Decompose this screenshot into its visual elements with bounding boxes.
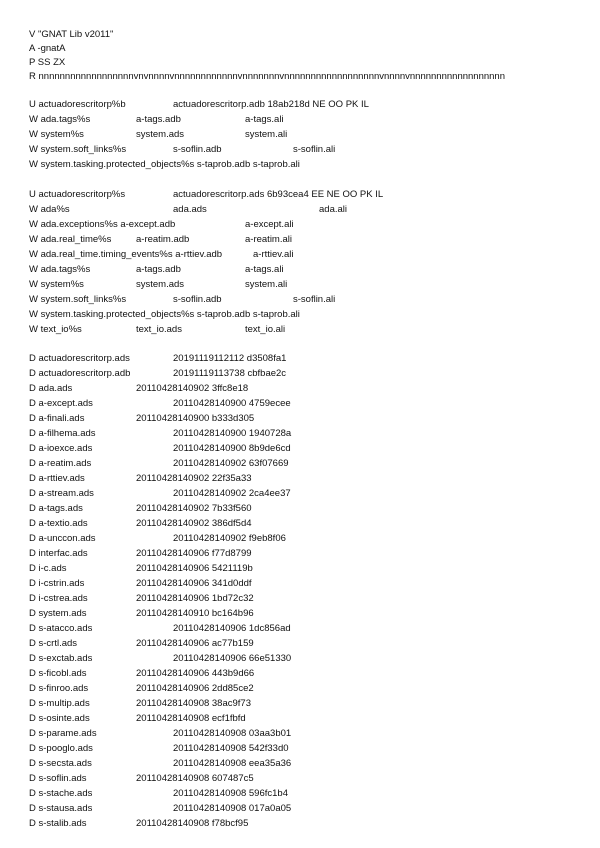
with-line [29,294,599,306]
dep-file: D a-stream.ads [29,488,94,499]
dep-line [29,773,599,785]
with-unit: W ada.real_time%s [29,234,112,245]
dep-file: D interfac.ads [29,548,88,559]
dep-line [29,788,599,800]
with-unit: W ada.real_time.timing_events%s a-rttiev.adb [29,249,223,260]
header-restrictions-line [29,71,599,83]
restrictions-text: R nnnnnnnnnnnnnnnnnnvnvnnnnvnnnnnnnnnnnnvnnnnnnnvnnnnnnnnnnnnnnnnnnvnnnnvnnnnnnnnnnnnnnnnnn [29,71,505,82]
unit-line [29,189,599,201]
with-line [29,159,599,171]
dep-line [29,353,599,365]
dep-line [29,368,599,380]
dep-file: D s-pooglo.ads [29,743,93,754]
dep-stamp: 20110428140906 1bd72c32 [136,593,254,604]
dep-line [29,818,599,830]
with-ali: s-soflin.ali [293,144,336,155]
with-line [29,204,599,216]
with-unit: W system.soft_links%s [29,294,127,305]
dep-file: D system.ads [29,608,87,619]
dep-file: D s-exctab.ads [29,653,93,664]
dep-line [29,803,599,815]
with-unit: W system.tasking.protected_objects%s s-taprob.adb s-taprob.ali [29,159,300,170]
dep-line [29,488,599,500]
dep-file: D a-tags.ads [29,503,83,514]
with-unit: W text_io%s [29,324,82,335]
dep-line [29,413,599,425]
with-ali: ada.ali [319,204,347,215]
dep-file: D i-cstrea.ads [29,593,88,604]
dep-file: D a-rttiev.ads [29,473,85,484]
dep-file: D s-stalib.ads [29,818,87,829]
dep-line [29,608,599,620]
dep-file: D ada.ads [29,383,73,394]
with-ali: a-except.ali [245,219,294,230]
dep-line [29,383,599,395]
dep-file: D i-cstrin.ads [29,578,85,589]
dep-stamp: 20110428140906 f77d8799 [136,548,252,559]
dep-stamp: 20110428140908 017a0a05 [173,803,292,814]
with-unit: W system.soft_links%s [29,144,127,155]
with-ali: a-tags.ali [245,114,284,125]
with-source: text_io.ads [136,324,182,335]
unit-line [29,99,599,111]
dep-line [29,398,599,410]
unit-file-info: actuadorescritorp.ads 6b93cea4 EE NE OO PK IL [173,189,384,200]
dep-stamp: 20110428140906 2dd85ce2 [136,683,254,694]
with-line [29,219,599,231]
dep-file: D s-secsta.ads [29,758,92,769]
unit-name: U actuadorescritorp%b [29,99,126,110]
args-text: A -gnatA [29,43,66,54]
with-unit: W ada%s [29,204,70,215]
with-ali: system.ali [245,129,288,140]
dep-line [29,623,599,635]
dep-line [29,428,599,440]
dep-line [29,743,599,755]
with-source: a-reatim.adb [136,234,190,245]
dep-file: D a-unccon.ads [29,533,96,544]
with-unit: W system%s [29,279,84,290]
dep-line [29,578,599,590]
unit-file-info: actuadorescritorp.adb 18ab218d NE OO PK IL [173,99,369,110]
header-version-line [29,29,599,41]
dep-stamp: 20191119112112 d3508fa1 [173,353,287,364]
with-ali: system.ali [245,279,288,290]
with-source: a-tags.adb [136,114,181,125]
dep-line [29,473,599,485]
dep-stamp: 20110428140908 eea35a36 [173,758,292,769]
with-line [29,249,599,261]
dep-stamp: 20110428140902 2ca4ee37 [173,488,291,499]
dep-file: D a-reatim.ads [29,458,92,469]
dep-line [29,533,599,545]
unit-name: U actuadorescritorp%s [29,189,126,200]
dep-line [29,443,599,455]
dep-stamp: 20110428140900 8b9de6cd [173,443,291,454]
dep-stamp: 20110428140906 5421119b [136,563,253,574]
header-args-line [29,43,599,55]
dep-stamp: 20110428140908 542f33d0 [173,743,289,754]
dep-line [29,503,599,515]
dep-file: D s-soflin.ads [29,773,87,784]
dep-file: D a-ioexce.ads [29,443,93,454]
dep-file: D s-osinte.ads [29,713,90,724]
with-ali: s-soflin.ali [293,294,336,305]
dep-stamp: 20110428140906 ac77b159 [136,638,254,649]
dep-stamp: 20110428140906 1dc856ad [173,623,291,634]
with-source: system.ads [136,129,185,140]
dep-line [29,593,599,605]
dep-stamp: 20110428140908 ecf1fbfd [136,713,246,724]
dep-line [29,518,599,530]
dep-file: D s-crtl.ads [29,638,78,649]
with-ali: a-reatim.ali [245,234,292,245]
dep-file: D actuadorescritorp.adb [29,368,131,379]
dep-stamp: 20110428140908 607487c5 [136,773,254,784]
with-line [29,144,599,156]
dep-line [29,638,599,650]
with-ali: a-rttiev.ali [253,249,294,260]
with-line [29,324,599,336]
dep-line [29,668,599,680]
header-params-line [29,57,599,69]
dep-stamp: 20110428140906 66e51330 [173,653,292,664]
dep-stamp: 20110428140908 596fc1b4 [173,788,288,799]
with-unit: W system.tasking.protected_objects%s s-taprob.adb s-taprob.ali [29,309,300,320]
dep-stamp: 20110428140902 3ffc8e18 [136,383,249,394]
dep-stamp: 20110428140902 f9eb8f06 [173,533,286,544]
dep-stamp: 20110428140906 341d0ddf [136,578,252,589]
dep-file: D s-stausa.ads [29,803,93,814]
dep-file: D s-ficobl.ads [29,668,87,679]
dep-stamp: 20110428140906 443b9d66 [136,668,255,679]
with-source: s-soflin.adb [173,294,222,305]
with-ali: a-tags.ali [245,264,284,275]
dep-line [29,713,599,725]
dep-file: D i-c.ads [29,563,67,574]
dep-file: D s-finroo.ads [29,683,89,694]
dep-line [29,698,599,710]
dep-stamp: 20110428140910 bc164b96 [136,608,254,619]
dep-file: D actuadorescritorp.ads [29,353,130,364]
dep-stamp: 20110428140908 38ac9f73 [136,698,251,709]
dep-file: D a-except.ads [29,398,93,409]
dep-file: D s-stache.ads [29,788,93,799]
dep-stamp: 20110428140902 63f07669 [173,458,289,469]
dep-file: D a-finali.ads [29,413,85,424]
dep-stamp: 20110428140900 1940728a [173,428,292,439]
dep-file: D s-atacco.ads [29,623,93,634]
dep-stamp: 20110428140902 22f35a33 [136,473,252,484]
with-ali: text_io.ali [245,324,286,335]
dep-file: D a-textio.ads [29,518,88,529]
dep-stamp: 20110428140908 f78bcf95 [136,818,249,829]
dep-file: D s-multip.ads [29,698,90,709]
with-source: ada.ads [173,204,207,215]
dep-stamp: 20110428140900 4759ecee [173,398,291,409]
dep-line [29,683,599,695]
dep-stamp: 20110428140908 03aa3b01 [173,728,292,739]
dep-line [29,758,599,770]
version-text: V "GNAT Lib v2011" [29,29,114,40]
dep-file: D a-filhema.ads [29,428,96,439]
with-unit: W ada.tags%s [29,264,91,275]
dep-line [29,563,599,575]
with-source: system.ads [136,279,185,290]
with-line [29,279,599,291]
dep-stamp: 20191119113738 cbfbae2c [173,368,287,379]
with-unit: W ada.tags%s [29,114,91,125]
dep-stamp: 20110428140900 b333d305 [136,413,255,424]
with-source: a-tags.adb [136,264,181,275]
dep-stamp: 20110428140902 386df5d4 [136,518,252,529]
with-line [29,309,599,321]
with-line [29,129,599,141]
params-text: P SS ZX [29,57,66,68]
with-line [29,234,599,246]
dep-file: D s-parame.ads [29,728,97,739]
with-source: s-soflin.adb [173,144,222,155]
with-unit: W ada.exceptions%s a-except.adb [29,219,176,230]
dep-stamp: 20110428140902 7b33f560 [136,503,252,514]
with-line [29,264,599,276]
dep-line [29,653,599,665]
dep-line [29,458,599,470]
dep-line [29,728,599,740]
with-unit: W system%s [29,129,84,140]
dep-line [29,548,599,560]
with-line [29,114,599,126]
